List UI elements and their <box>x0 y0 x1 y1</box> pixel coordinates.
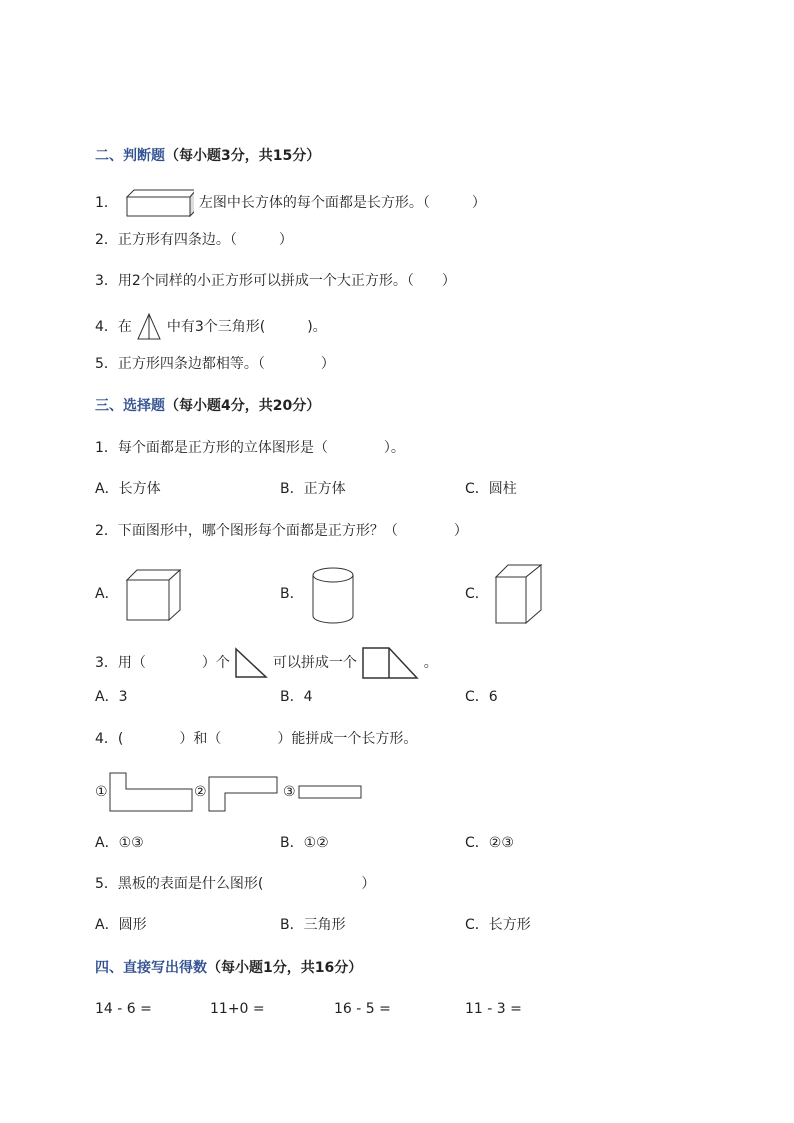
expression-3: 16 - 5 = <box>334 1001 391 1017</box>
s3-q2-option-c: C． <box>465 586 489 602</box>
s3-q3-option-c: C．6 <box>465 689 498 705</box>
s2-question-3: 3．用2个同样的小正方形可以拼成一个大正方形。（ ） <box>95 273 456 289</box>
s2-q4-num: 4．在 <box>95 319 132 335</box>
triangle-split-figure <box>136 313 162 341</box>
s3-q2-option-b: B． <box>280 586 304 602</box>
strip-rectangle-figure <box>297 784 363 800</box>
s3-q1-option-c: C．圆柱 <box>465 481 517 497</box>
s2-question-2: 2．正方形有四条边。（ ） <box>95 232 293 248</box>
expression-4: 11 - 3 = <box>465 1001 522 1017</box>
expression-1: 14 - 6 = <box>95 1001 152 1017</box>
s2-question-1 <box>95 188 486 211</box>
section3-heading <box>95 396 320 416</box>
s3-q1-option-a: A．长方体 <box>95 481 161 497</box>
shape-3-label: ③ <box>283 784 296 800</box>
s3-question-5: 5．黑板的表面是什么图形( ） <box>95 876 376 892</box>
section2-heading <box>95 146 320 166</box>
s3-q5-option-b: B．三角形 <box>280 917 346 933</box>
expression-2: 11+0 = <box>210 1001 265 1017</box>
section2-note: （每小题3分，共15分） <box>165 148 321 164</box>
s3-q3-pre: 3．用（ ）个 <box>95 655 230 671</box>
s3-q4-option-b: B．①② <box>280 835 329 851</box>
l-shape-2-figure <box>207 775 279 813</box>
trapezoid-figure <box>361 646 419 680</box>
cylinder-figure <box>310 566 356 626</box>
s3-q1-option-b: B．正方体 <box>280 481 346 497</box>
s3-q4-option-a: A．①③ <box>95 835 144 851</box>
section4-heading <box>95 958 362 978</box>
section4-title: 四、直接写出得数 <box>95 960 207 976</box>
s3-q2-option-a: A． <box>95 586 119 602</box>
cube-figure <box>125 568 183 622</box>
s3-question-2: 2．下面图形中，哪个图形每个面都是正方形？（ ） <box>95 523 468 539</box>
s2-q1-num: 1． <box>95 195 118 211</box>
s3-q3-option-a: A．3 <box>95 689 128 705</box>
right-triangle-figure <box>234 647 268 679</box>
s3-q3-option-b: B．4 <box>280 689 313 705</box>
section4-note: （每小题1分，共16分） <box>207 960 363 976</box>
s3-question-3 <box>95 646 438 671</box>
s3-q5-option-a: A．圆形 <box>95 917 147 933</box>
section3-title: 三、选择题 <box>95 398 165 414</box>
s3-q3-mid: 可以拼成一个 <box>272 655 357 671</box>
section3-note: （每小题4分，共20分） <box>165 398 321 414</box>
s2-question-4 <box>95 313 327 333</box>
section2-title: 二、判断题 <box>95 148 165 164</box>
shape-2-label: ② <box>194 784 207 800</box>
prism-figure <box>494 563 544 625</box>
s3-q5-option-c: C．长方形 <box>465 917 531 933</box>
s2-q4-text: 中有3个三角形( )。 <box>166 319 327 335</box>
s3-question-4: 4．( ）和（ ）能拼成一个长方形。 <box>95 731 418 747</box>
shape-1-label: ① <box>95 784 108 800</box>
cuboid-figure <box>122 188 194 218</box>
s3-q3-end: 。 <box>423 655 438 671</box>
l-shape-1-figure <box>108 771 194 813</box>
s3-question-1: 1．每个面都是正方形的立体图形是（ ）。 <box>95 440 405 456</box>
s2-q1-text: 左图中长方体的每个面都是长方形。（ ） <box>198 195 486 211</box>
s2-question-5: 5．正方形四条边都相等。（ ） <box>95 356 335 372</box>
s3-q4-option-c: C．②③ <box>465 835 514 851</box>
